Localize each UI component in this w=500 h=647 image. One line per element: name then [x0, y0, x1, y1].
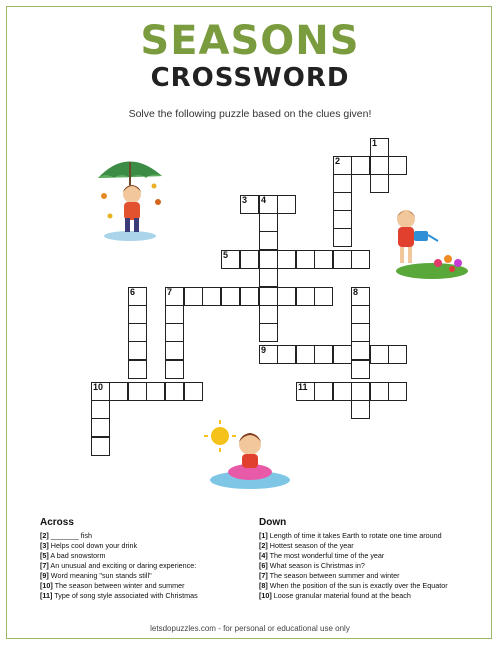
clue-number: 11 [298, 382, 308, 392]
grid-cell[interactable] [351, 360, 370, 379]
grid-cell[interactable] [370, 382, 389, 401]
grid-cell[interactable] [370, 138, 389, 157]
grid-cell[interactable] [277, 345, 296, 364]
clue-number: 7 [167, 287, 173, 297]
grid-cell[interactable] [351, 287, 370, 306]
grid-cell[interactable] [351, 341, 370, 360]
grid-cell[interactable] [259, 345, 278, 364]
grid-cell[interactable] [128, 305, 147, 324]
grid-cell[interactable] [351, 323, 370, 342]
grid-cell[interactable] [370, 174, 389, 193]
grid-cell[interactable] [240, 250, 259, 269]
grid-cell[interactable] [165, 305, 184, 324]
grid-cell[interactable] [351, 305, 370, 324]
grid-cell[interactable] [184, 287, 203, 306]
clue-number: 4 [261, 195, 267, 205]
grid-cell[interactable] [240, 287, 259, 306]
grid-cell[interactable] [165, 360, 184, 379]
grid-cell[interactable] [128, 382, 147, 401]
grid-cell[interactable] [333, 228, 352, 247]
grid-cell[interactable] [165, 341, 184, 360]
grid-cell[interactable] [259, 195, 278, 214]
across-clue: [7] An unusual and exciting or daring experience: [40, 561, 197, 570]
down-heading: Down [259, 517, 287, 528]
grid-cell[interactable] [314, 287, 333, 306]
grid-cell[interactable] [333, 345, 352, 364]
grid-cell[interactable] [128, 323, 147, 342]
grid-cell[interactable] [165, 287, 184, 306]
grid-cell[interactable] [146, 382, 165, 401]
clue-number: 2 [335, 156, 341, 166]
across-clue: [9] Word meaning "sun stands still" [40, 571, 152, 580]
grid-cell[interactable] [296, 287, 315, 306]
down-clue: [8] When the position of the sun is exactly over the Equator [259, 581, 448, 590]
down-clue: [1] Length of time it takes Earth to rotate one time around [259, 531, 442, 540]
grid-cell[interactable] [296, 382, 315, 401]
down-clue: [4] The most wonderful time of the year [259, 551, 385, 560]
grid-cell[interactable] [370, 345, 389, 364]
grid-cell[interactable] [351, 156, 370, 175]
grid-cell[interactable] [296, 250, 315, 269]
grid-cell[interactable] [333, 192, 352, 211]
clue-number: 10 [93, 382, 104, 392]
grid-cell[interactable] [388, 382, 407, 401]
grid-cell[interactable] [296, 345, 315, 364]
grid-cell[interactable] [277, 287, 296, 306]
grid-cell[interactable] [221, 287, 240, 306]
across-heading: Across [40, 517, 74, 528]
down-clue: [10] Loose granular material found at the beach [259, 591, 411, 600]
title-crossword: CROSSWORD [150, 63, 350, 93]
grid-cell[interactable] [333, 250, 352, 269]
down-clue: [2] Hottest season of the year [259, 541, 354, 550]
clue-number: 3 [242, 195, 248, 205]
grid-cell[interactable] [91, 400, 110, 419]
grid-cell[interactable] [259, 323, 278, 342]
grid-cell[interactable] [351, 400, 370, 419]
grid-cell[interactable] [314, 382, 333, 401]
grid-cell[interactable] [91, 437, 110, 456]
grid-cell[interactable] [202, 287, 221, 306]
grid-cell[interactable] [351, 250, 370, 269]
instructions: Solve the following puzzle based on the clues given! [128, 108, 372, 120]
across-clue: [2] _______ fish [40, 531, 92, 540]
footer-credit: letsdopuzzles.com - for personal or educational use only [150, 624, 350, 633]
grid-cell[interactable] [109, 382, 128, 401]
grid-cell[interactable] [259, 250, 278, 269]
clue-number: 9 [261, 345, 267, 355]
grid-cell[interactable] [165, 382, 184, 401]
down-clue: [6] What season is Christmas in? [259, 561, 365, 570]
across-clue: [11] Type of song style associated with Christmas [40, 591, 198, 600]
grid-cell[interactable] [184, 382, 203, 401]
grid-cell[interactable] [333, 174, 352, 193]
across-clue: [10] The season between winter and summer [40, 581, 185, 590]
grid-cell[interactable] [91, 418, 110, 437]
grid-cell[interactable] [259, 287, 278, 306]
across-clue: [5] A bad snowstorm [40, 551, 106, 560]
grid-cell[interactable] [333, 156, 352, 175]
grid-cell[interactable] [259, 268, 278, 287]
clue-number: 5 [223, 250, 229, 260]
grid-cell[interactable] [277, 250, 296, 269]
down-clue: [7] The season between summer and winter [259, 571, 400, 580]
grid-cell[interactable] [165, 323, 184, 342]
grid-cell[interactable] [128, 341, 147, 360]
grid-cell[interactable] [259, 305, 278, 324]
across-clue: [3] Helps cool down your drink [40, 541, 138, 550]
grid-cell[interactable] [333, 382, 352, 401]
grid-cell[interactable] [388, 156, 407, 175]
grid-cell[interactable] [314, 345, 333, 364]
grid-cell[interactable] [221, 250, 240, 269]
grid-cell[interactable] [259, 231, 278, 250]
clue-number: 6 [130, 287, 136, 297]
grid-cell[interactable] [277, 195, 296, 214]
grid-cell[interactable] [351, 382, 370, 401]
grid-cell[interactable] [240, 195, 259, 214]
grid-cell[interactable] [333, 210, 352, 229]
clue-number: 8 [353, 287, 359, 297]
grid-cell[interactable] [314, 250, 333, 269]
grid-cell[interactable] [259, 213, 278, 232]
grid-cell[interactable] [370, 156, 389, 175]
grid-cell[interactable] [388, 345, 407, 364]
grid-cell[interactable] [128, 360, 147, 379]
title-seasons: SEASONS [140, 18, 360, 64]
grid-cell[interactable] [128, 287, 147, 306]
clue-number: 1 [372, 138, 378, 148]
grid-cell[interactable] [91, 382, 110, 401]
